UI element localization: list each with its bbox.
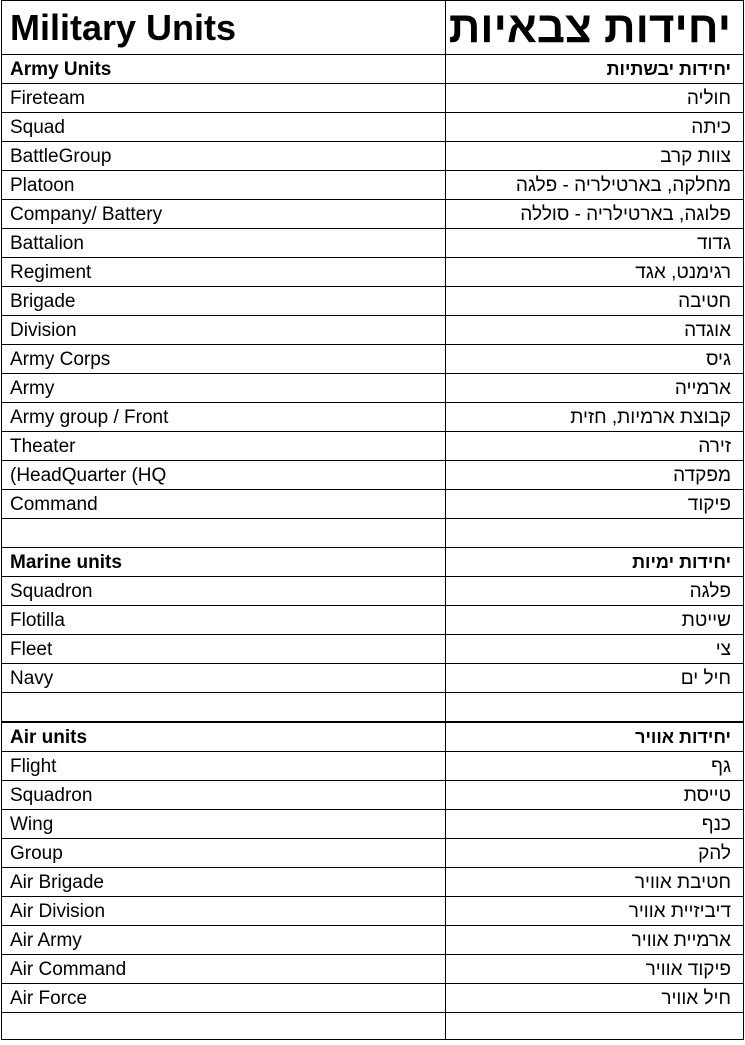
table-row <box>2 635 744 664</box>
section-heading-hebrew: יחידות יבשתיות <box>446 55 744 84</box>
term-english: Regiment <box>2 258 446 287</box>
term-english: Air Division <box>2 897 446 926</box>
table-row <box>2 984 744 1013</box>
table-row <box>2 577 744 606</box>
term-hebrew: גף <box>446 752 744 781</box>
table-row <box>2 752 744 781</box>
section-heading-english: Army Units <box>2 55 446 84</box>
table-row <box>2 490 744 519</box>
spacer-row <box>2 519 744 548</box>
table-row <box>2 839 744 868</box>
term-hebrew: גיס <box>446 345 744 374</box>
table-row <box>2 200 744 229</box>
term-english: Platoon <box>2 171 446 200</box>
table-row <box>2 461 744 490</box>
term-hebrew: קבוצת ארמיות, חזית <box>446 403 744 432</box>
term-english: Army <box>2 374 446 403</box>
term-hebrew: מחלקה, בארטילריה - פלגה <box>446 171 744 200</box>
term-english: Army Corps <box>2 345 446 374</box>
table-body <box>2 1 744 1040</box>
term-english: Brigade <box>2 287 446 316</box>
term-hebrew: חטיבת אוויר <box>446 868 744 897</box>
term-hebrew: דיביזיית אוויר <box>446 897 744 926</box>
term-english: Flight <box>2 752 446 781</box>
term-english: Air Army <box>2 926 446 955</box>
term-english: Air Command <box>2 955 446 984</box>
term-hebrew: צוות קרב <box>446 142 744 171</box>
term-hebrew: פיקוד אוויר <box>446 955 744 984</box>
term-hebrew: כיתה <box>446 113 744 142</box>
term-hebrew: כנף <box>446 810 744 839</box>
empty-cell <box>446 693 744 723</box>
term-english: Fleet <box>2 635 446 664</box>
table-row <box>2 345 744 374</box>
term-english: Division <box>2 316 446 345</box>
term-hebrew: חטיבה <box>446 287 744 316</box>
term-english: Wing <box>2 810 446 839</box>
term-hebrew: פיקוד <box>446 490 744 519</box>
term-hebrew: טייסת <box>446 781 744 810</box>
term-hebrew: להק <box>446 839 744 868</box>
term-hebrew: מפקדה <box>446 461 744 490</box>
table-row <box>2 229 744 258</box>
term-english: Group <box>2 839 446 868</box>
term-english: Navy <box>2 664 446 693</box>
empty-cell <box>446 1013 744 1040</box>
spacer-row <box>2 1013 744 1040</box>
table-row <box>2 432 744 461</box>
term-english: Theater <box>2 432 446 461</box>
term-english: Fireteam <box>2 84 446 113</box>
table-row <box>2 142 744 171</box>
empty-cell <box>2 1013 446 1040</box>
term-hebrew: צי <box>446 635 744 664</box>
section-heading-english: Air units <box>2 722 446 752</box>
title-row <box>2 1 744 55</box>
term-english: Company/ Battery <box>2 200 446 229</box>
term-english: Squadron <box>2 781 446 810</box>
term-english: Air Brigade <box>2 868 446 897</box>
term-english: Army group / Front <box>2 403 446 432</box>
term-hebrew: זירה <box>446 432 744 461</box>
section-heading-hebrew: יחידות ימיות <box>446 548 744 577</box>
term-hebrew: אוגדה <box>446 316 744 345</box>
term-hebrew: חיל אוויר <box>446 984 744 1013</box>
term-english: Squadron <box>2 577 446 606</box>
term-hebrew: רגימנט, אגד <box>446 258 744 287</box>
table-row <box>2 955 744 984</box>
table-row <box>2 781 744 810</box>
table-row <box>2 258 744 287</box>
term-hebrew: חוליה <box>446 84 744 113</box>
table-row <box>2 664 744 693</box>
section-heading-row <box>2 55 744 84</box>
title-hebrew: יחידות צבאיות <box>446 1 744 55</box>
term-hebrew: חיל ים <box>446 664 744 693</box>
term-english: BattleGroup <box>2 142 446 171</box>
section-heading-row <box>2 722 744 752</box>
table-row <box>2 403 744 432</box>
section-heading-row <box>2 548 744 577</box>
empty-cell <box>2 693 446 723</box>
table-row <box>2 810 744 839</box>
table-row <box>2 316 744 345</box>
table-row <box>2 113 744 142</box>
table-row <box>2 897 744 926</box>
term-hebrew: פלוגה, בארטילריה - סוללה <box>446 200 744 229</box>
table-row <box>2 171 744 200</box>
term-english: Command <box>2 490 446 519</box>
title-english: Military Units <box>2 1 446 55</box>
section-heading-hebrew: יחידות אוויר <box>446 722 744 752</box>
table-row <box>2 374 744 403</box>
empty-cell <box>2 519 446 548</box>
term-hebrew: ארמייה <box>446 374 744 403</box>
military-units-table <box>1 0 744 1040</box>
spacer-row <box>2 693 744 723</box>
term-hebrew: פלגה <box>446 577 744 606</box>
empty-cell <box>446 519 744 548</box>
term-hebrew: גדוד <box>446 229 744 258</box>
section-heading-english: Marine units <box>2 548 446 577</box>
table-row <box>2 868 744 897</box>
term-english: Battalion <box>2 229 446 258</box>
table-row <box>2 606 744 635</box>
term-english: Squad <box>2 113 446 142</box>
term-english: Air Force <box>2 984 446 1013</box>
term-english: (HeadQuarter (HQ <box>2 461 446 490</box>
term-hebrew: ארמיית אוויר <box>446 926 744 955</box>
table-row <box>2 84 744 113</box>
term-english: Flotilla <box>2 606 446 635</box>
table-row <box>2 926 744 955</box>
table-row <box>2 287 744 316</box>
term-hebrew: שייטת <box>446 606 744 635</box>
